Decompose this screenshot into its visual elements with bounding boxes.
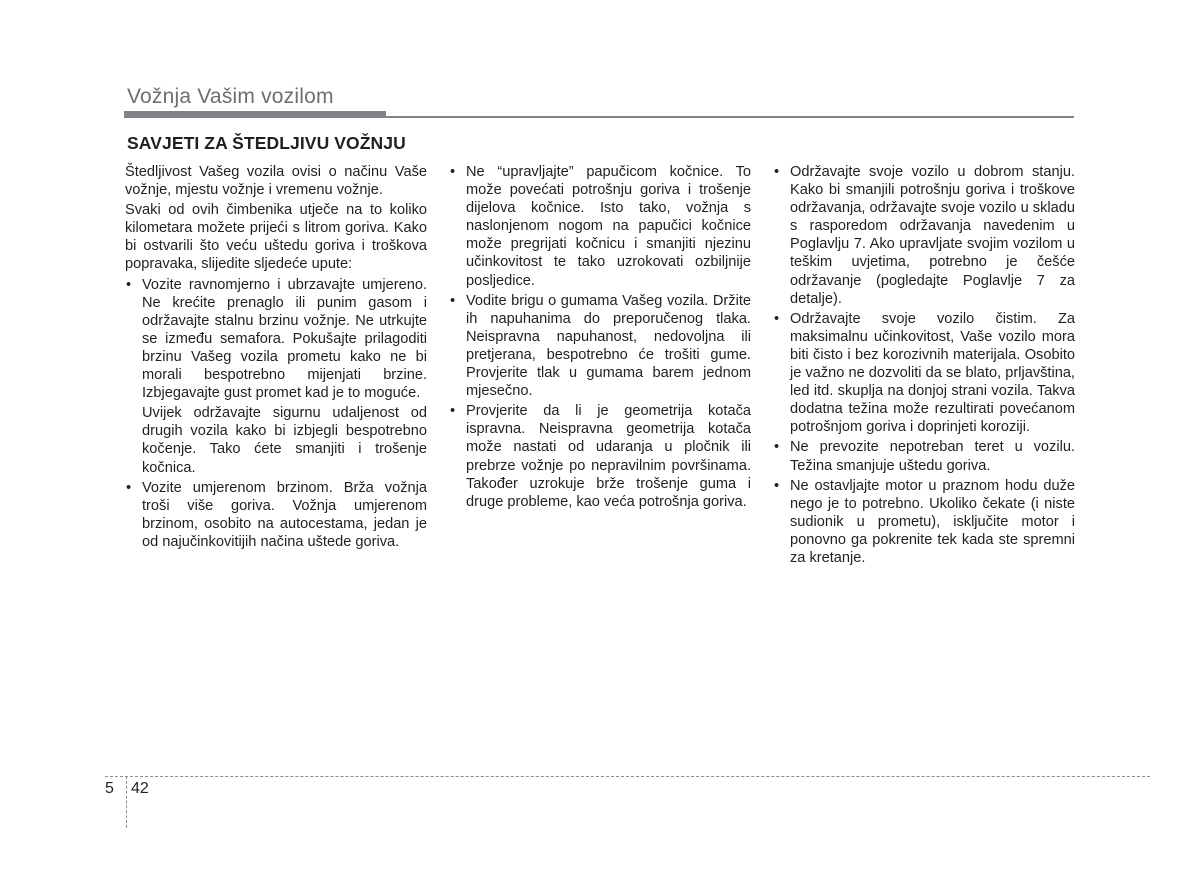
tips-list-2 [449, 163, 751, 511]
tip-text: • Ne ostavljajte motor u praznom hodu duže nego je to potrebno. Ukoliko čekate (i niste sudionik u prometu), isključite motor i ponovno ga pokrenite tek kada ste spremni za kretanje. [790, 477, 1075, 566]
chapter-title: Vožnja Vašim vozilom [127, 85, 334, 108]
tip-text: • Provjerite da li je geometrija kotača ispravna. Neispravna geometrija kotača može nastati od udaranja u pločnik ili prebrze vožnje po nepravilnim površinama. Također uzrokuje brže trošenje guma i druge probleme, kao veća potrošnja goriva. [466, 403, 751, 510]
tip-text: • Vodite brigu o gumama Vašeg vozila. Držite ih napuhanima do preporučenog tlaka. Neispravna napuhanost, nedovoljna ili pretjerana, bespotrebno će trošiti gume. Provjerite tlak u gumama barem jednom mjesečno. [466, 292, 751, 400]
tip-text: • Ne “upravljajte” papučicom kočnice. To može povećati potrošnju goriva i trošenje dijelova kočnice. Isto tako, vožnja s naslonjenom nogom na papučici kočnice može pregrijati kočnicu i smanjiti njezinu učinkovitost te tako uzrokovati ozbiljnije posljedice. [466, 164, 751, 289]
tips-list-3 [773, 163, 1075, 567]
footer-page-number: 42 [131, 780, 149, 797]
text-column-2 [449, 163, 751, 513]
tips-list-1 [125, 276, 427, 551]
tip-text: • Vozite umjerenom brzinom. Brža vožnja troši više goriva. Vožnja umjerenom brzinom, osobito na autocestama, jedan je od najučinkovitijih načina uštede goriva. [142, 479, 427, 550]
list-item [449, 292, 751, 401]
tip-text: • Održavajte svoje vozilo čistim. Za maksimalnu učinkovitost, Vaše vozilo mora biti čisto i bez korozivnih materijala. Osobito je važno ne dozvoliti da se blato, prljavština, led itd. skuplja na donjoj strani vozila. Takva dodatna težina može rezultirati povećanom potrošnjom goriva i doprinjeti koroziji. [790, 310, 1075, 436]
footer-rule [105, 776, 1150, 777]
list-item [773, 438, 1075, 474]
intro-paragraph-1: Štedljivost Vašeg vozila ovisi o načinu Vaše vožnje, mjestu vožnje i vremenu vožnje. [125, 164, 427, 199]
intro-paragraph-2: Svaki od ovih čimbenika utječe na to koliko kilometara možete prijeći s litrom goriva. Kako bi ostvarili što veću uštedu goriva i troškova popravaka, slijedite sljedeće upute: [125, 202, 427, 273]
list-item [773, 477, 1075, 567]
text-column-3 [773, 163, 1075, 569]
list-item [449, 163, 751, 290]
footer-divider [126, 776, 127, 828]
section-title: SAVJETI ZA ŠTEDLJIVU VOŽNJU [127, 133, 406, 153]
list-item [125, 276, 427, 477]
list-item [125, 479, 427, 551]
text-column-1 [125, 163, 427, 553]
tip-text: • Vozite ravnomjerno i ubrzavajte umjereno. Ne krećite prenaglo ili punim gasom i održavajte stalnu brzinu vožnje. Ne utrkujte se između semafora. Pokušajte prilagoditi brzinu Vašeg vozila prometu kako ne bi morali bespotrebno mijenjati brzine. Izbjegavajte gust promet kad je to moguće. [142, 276, 427, 402]
list-item [773, 310, 1075, 437]
header-rule-thin [124, 116, 1074, 118]
footer-chapter-number: 5 [105, 780, 114, 797]
list-item [773, 163, 1075, 308]
list-item [449, 402, 751, 511]
tip-text: • Održavajte svoje vozilo u dobrom stanju. Kako bi smanjili potrošnju goriva i troškove održavanja, održavajte svoje vozilo u skladu s rasporedom održavanja navedenim u Poglavlju 7. Ako upravljate svojim vozilom u teškim uvjetima, potrebno je češće održavanje (pogledajte Poglavlje 7 za detalje). [790, 164, 1075, 307]
tip-continuation: Uvijek održavajte sigurnu udaljenost od drugih vozila kako bi izbjegli bespotrebno kočenje. Tako ćete smanjiti i trošenje kočnica. [142, 405, 427, 476]
tip-text: • Ne prevozite nepotreban teret u vozilu. Težina smanjuje uštedu goriva. [790, 439, 1075, 474]
